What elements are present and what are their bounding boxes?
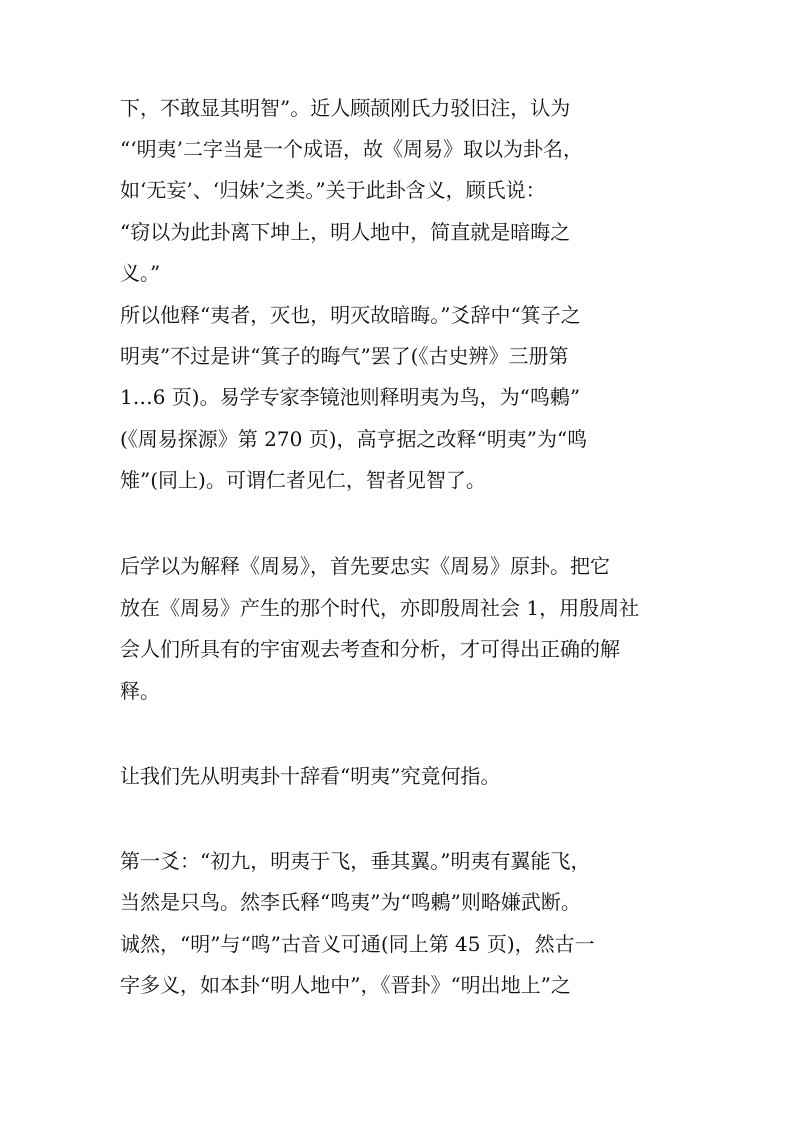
text-line: 字多义，如本卦“明人地中”，《晋卦》“明出地上”之 <box>120 973 571 997</box>
text-line: 诚然，“明”与“鸣”古音义可通(同上第 45 页)，然古一 <box>120 932 595 956</box>
text-line: 后学以为解释《周易》，首先要忠实《周易》原卦。把它 <box>120 554 610 578</box>
text-line: “窃以为此卦离下坤上，明人地中，简直就是暗晦之 <box>120 220 571 244</box>
text-line: “‘明夷’二字当是一个成语，故《周易》取以为卦名， <box>120 137 583 161</box>
text-line: 明夷”不过是讲“箕子的晦气”罢了(《古史辨》三册第 <box>120 344 569 368</box>
text-line: 释。 <box>120 679 160 703</box>
text-line: 雉”(同上)。可谓仁者见仁，智者见智了。 <box>120 468 486 492</box>
text-line: (《周易探源》第 270 页)，高亨据之改释“明夷”为“鸣 <box>120 427 588 451</box>
text-line: 当然是只鸟。然李氏释“鸣夷”为“鸣鶇”则略嫌武断。 <box>120 890 581 914</box>
text-line: 义。” <box>120 261 161 285</box>
text-line: 会人们所具有的宇宙观去考查和分析，才可得出正确的解 <box>120 637 620 661</box>
text-line: 1…6 页)。易学专家李镜池则释明夷为鸟，为“鸣鶇” <box>120 385 581 409</box>
text-line: 放在《周易》产生的那个时代，亦即殷周社会 1，用殷周社 <box>120 596 640 620</box>
text-line: 所以他释“夷者，灭也，明灭故暗晦。”爻辞中“箕子之 <box>120 303 581 327</box>
text-line: 如‘无妄’、‘归妹’之类。”关于此卦含义，顾氏说： <box>120 178 546 202</box>
text-line: 第一爻：“初九，明夷于飞，垂其翼。”明夷有翼能飞， <box>120 849 591 873</box>
text-line: 下，不敢显其明智”。近人顾颉刚氏力驳旧注，认为 <box>120 96 571 120</box>
text-line: 让我们先从明夷卦十辞看“明夷”究竟何指。 <box>120 764 501 788</box>
